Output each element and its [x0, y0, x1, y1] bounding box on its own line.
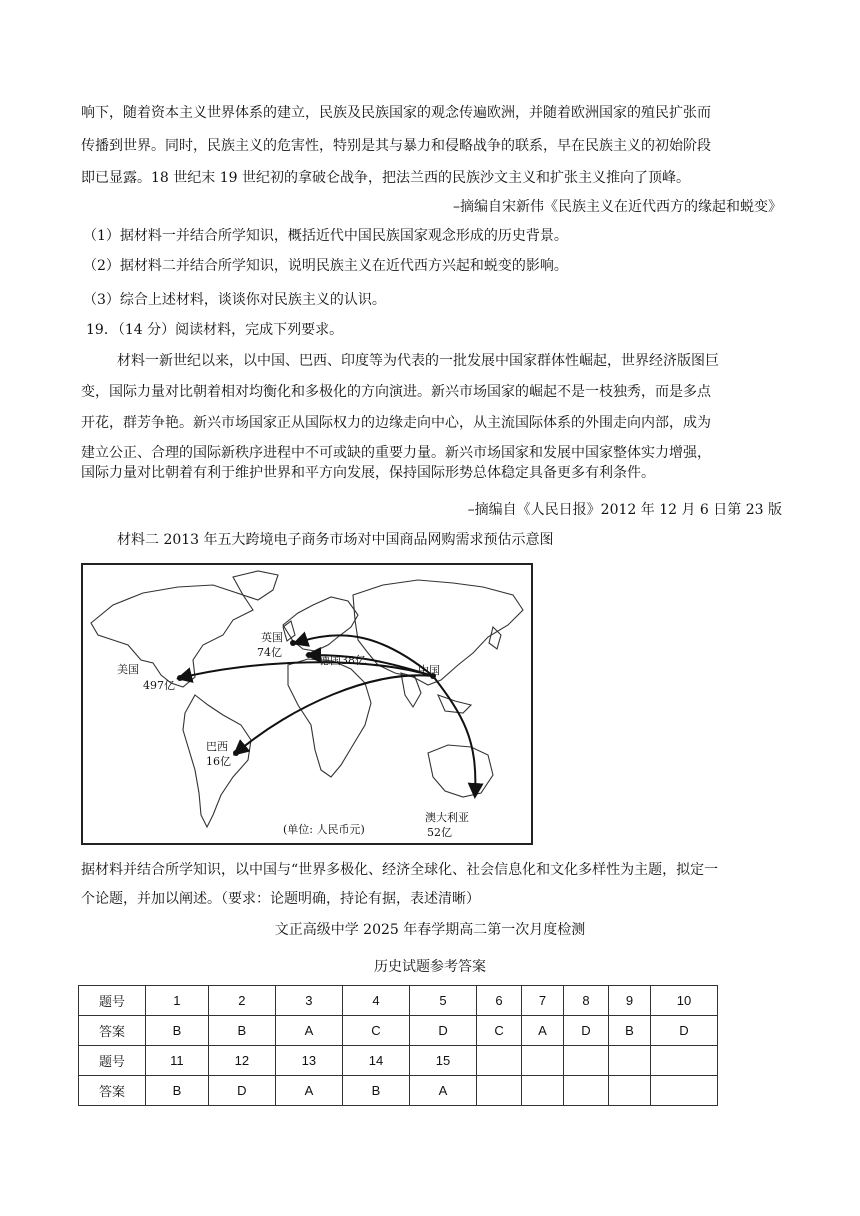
table-row	[79, 1046, 718, 1076]
table-cell: 7	[522, 986, 564, 1016]
source-citation-2: –摘编自《人民日报》2012 年 12 月 6 日第 23 版	[467, 502, 782, 518]
map-label-usa-value: 497亿	[143, 679, 175, 692]
answer-title: 历史试题参考答案	[374, 959, 486, 975]
germany-marker	[306, 652, 312, 658]
table-cell: 10	[650, 986, 717, 1016]
question-2: （2）据材料二并结合所学知识，说明民族主义在近代西方兴起和蜕变的影响。	[83, 258, 568, 274]
greenland-outline	[233, 571, 278, 600]
table-cell: 11	[146, 1046, 209, 1076]
material1-line-1: 材料一新世纪以来，以中国、巴西、印度等为代表的一批发展中国家群体性崛起，世界经济版图巨	[117, 353, 719, 369]
table-cell: D	[650, 1016, 717, 1046]
passage-line-3: 即已显露。18 世纪末 19 世纪初的拿破仑战争，把法兰西的民族沙文主义和扩张主义推向了顶峰。	[81, 170, 690, 186]
task-line-2: 个论题，并加以阐述。（要求：论题明确，持论有据，表述清晰）	[81, 891, 480, 907]
row-label: 题号	[79, 986, 146, 1016]
table-cell	[609, 1076, 651, 1106]
table-cell: 8	[563, 986, 608, 1016]
question-19-header: 19．（14 分）阅读材料，完成下列要求。	[86, 322, 344, 338]
usa-marker	[177, 675, 183, 681]
question-3: （3）综合上述材料，谈谈你对民族主义的认识。	[83, 292, 386, 308]
passage-line-2: 传播到世界。同时，民族主义的危害性，特别是其与暴力和侵略战争的联系，早在民族主义的初始阶段	[81, 138, 711, 154]
australia-outline	[428, 745, 493, 797]
india-outline	[401, 673, 421, 707]
table-row	[79, 986, 718, 1016]
table-cell: 15	[409, 1046, 476, 1076]
material1-line-5: 国际力量对比朝着有利于维护世界和平方向发展，保持国际形势总体稳定具备更多有利条件。	[81, 465, 655, 481]
row-label: 答案	[79, 1076, 146, 1106]
table-cell: D	[208, 1076, 275, 1106]
map-label-china: 中国	[418, 664, 440, 677]
row-label: 题号	[79, 1046, 146, 1076]
table-cell: 3	[275, 986, 342, 1016]
map-label-australia: 澳大利亚	[425, 811, 469, 824]
table-cell: 9	[609, 986, 651, 1016]
table-cell: C	[342, 1016, 409, 1046]
table-cell	[522, 1076, 564, 1106]
map-label-brazil-value: 16亿	[206, 755, 231, 768]
table-cell: A	[275, 1016, 342, 1046]
world-map-svg	[83, 565, 531, 843]
material2-title: 材料二 2013 年五大跨境电子商务市场对中国商品网购需求预估示意图	[117, 532, 554, 548]
row-label: 答案	[79, 1016, 146, 1046]
map-label-germany: 德国38亿	[319, 654, 366, 667]
table-cell: B	[609, 1016, 651, 1046]
table-cell	[477, 1046, 522, 1076]
uk-marker	[290, 640, 296, 646]
table-cell: 6	[477, 986, 522, 1016]
table-cell: 5	[409, 986, 476, 1016]
africa-outline	[288, 659, 371, 777]
table-cell: A	[522, 1016, 564, 1046]
table-cell	[650, 1046, 717, 1076]
question-1: （1）据材料一并结合所学知识，概括近代中国民族国家观念形成的历史背景。	[83, 228, 568, 244]
brazil-marker	[233, 750, 239, 756]
table-cell	[522, 1046, 564, 1076]
table-cell: B	[208, 1016, 275, 1046]
map-label-usa: 美国	[117, 663, 139, 676]
table-cell: 13	[275, 1046, 342, 1076]
table-row	[79, 1016, 718, 1046]
north-america-outline	[91, 585, 253, 687]
table-cell	[477, 1076, 522, 1106]
southeast-asia-outline	[438, 695, 471, 713]
table-cell: D	[409, 1016, 476, 1046]
table-cell: B	[146, 1016, 209, 1046]
table-cell: 12	[208, 1046, 275, 1076]
world-map-figure	[81, 563, 533, 845]
answer-table	[78, 985, 718, 1106]
table-cell: B	[146, 1076, 209, 1106]
map-label-brazil: 巴西	[206, 740, 228, 753]
map-label-australia-value: 52亿	[427, 826, 452, 839]
table-cell: A	[275, 1076, 342, 1106]
material1-line-2: 变，国际力量对比朝着相对均衡化和多极化的方向演进。新兴市场国家的崛起不是一枝独秀，而是多点	[81, 384, 711, 400]
table-cell: 1	[146, 986, 209, 1016]
table-cell: 4	[342, 986, 409, 1016]
material1-line-4: 建立公正、合理的国际新秩序进程中不可或缺的重要力量。新兴市场国家和发展中国家整体实力增强，	[81, 445, 711, 461]
table-cell: 2	[208, 986, 275, 1016]
table-cell	[650, 1076, 717, 1106]
map-label-uk-value: 74亿	[257, 646, 282, 659]
table-row	[79, 1076, 718, 1106]
material1-line-3: 开花，群芳争艳。新兴市场国家正从国际权力的边缘走向中心，从主流国际体系的外围走向内部，成为	[81, 415, 711, 431]
table-cell: B	[342, 1076, 409, 1106]
table-cell	[609, 1046, 651, 1076]
source-citation-1: –摘编自宋新伟《民族主义在近代西方的缘起和蜕变》	[453, 199, 782, 215]
passage-line-1: 响下，随着资本主义世界体系的建立，民族及民族国家的观念传遍欧洲，并随着欧洲国家的殖民扩张而	[81, 105, 711, 121]
table-cell: D	[563, 1016, 608, 1046]
exam-title: 文正高级中学 2025 年春学期高二第一次月度检测	[274, 922, 586, 938]
table-cell	[563, 1046, 608, 1076]
table-cell: C	[477, 1016, 522, 1046]
table-cell	[563, 1076, 608, 1106]
task-line-1: 据材料并结合所学知识，以中国与“世界多极化、经济全球化、社会信息化和文化多样性为主题，拟定一	[81, 862, 719, 878]
map-unit-label: (单位: 人民币元)	[283, 823, 365, 836]
table-cell: A	[409, 1076, 476, 1106]
table-cell: 14	[342, 1046, 409, 1076]
map-label-uk: 英国	[261, 631, 283, 644]
arrow-china-australia	[433, 676, 475, 795]
